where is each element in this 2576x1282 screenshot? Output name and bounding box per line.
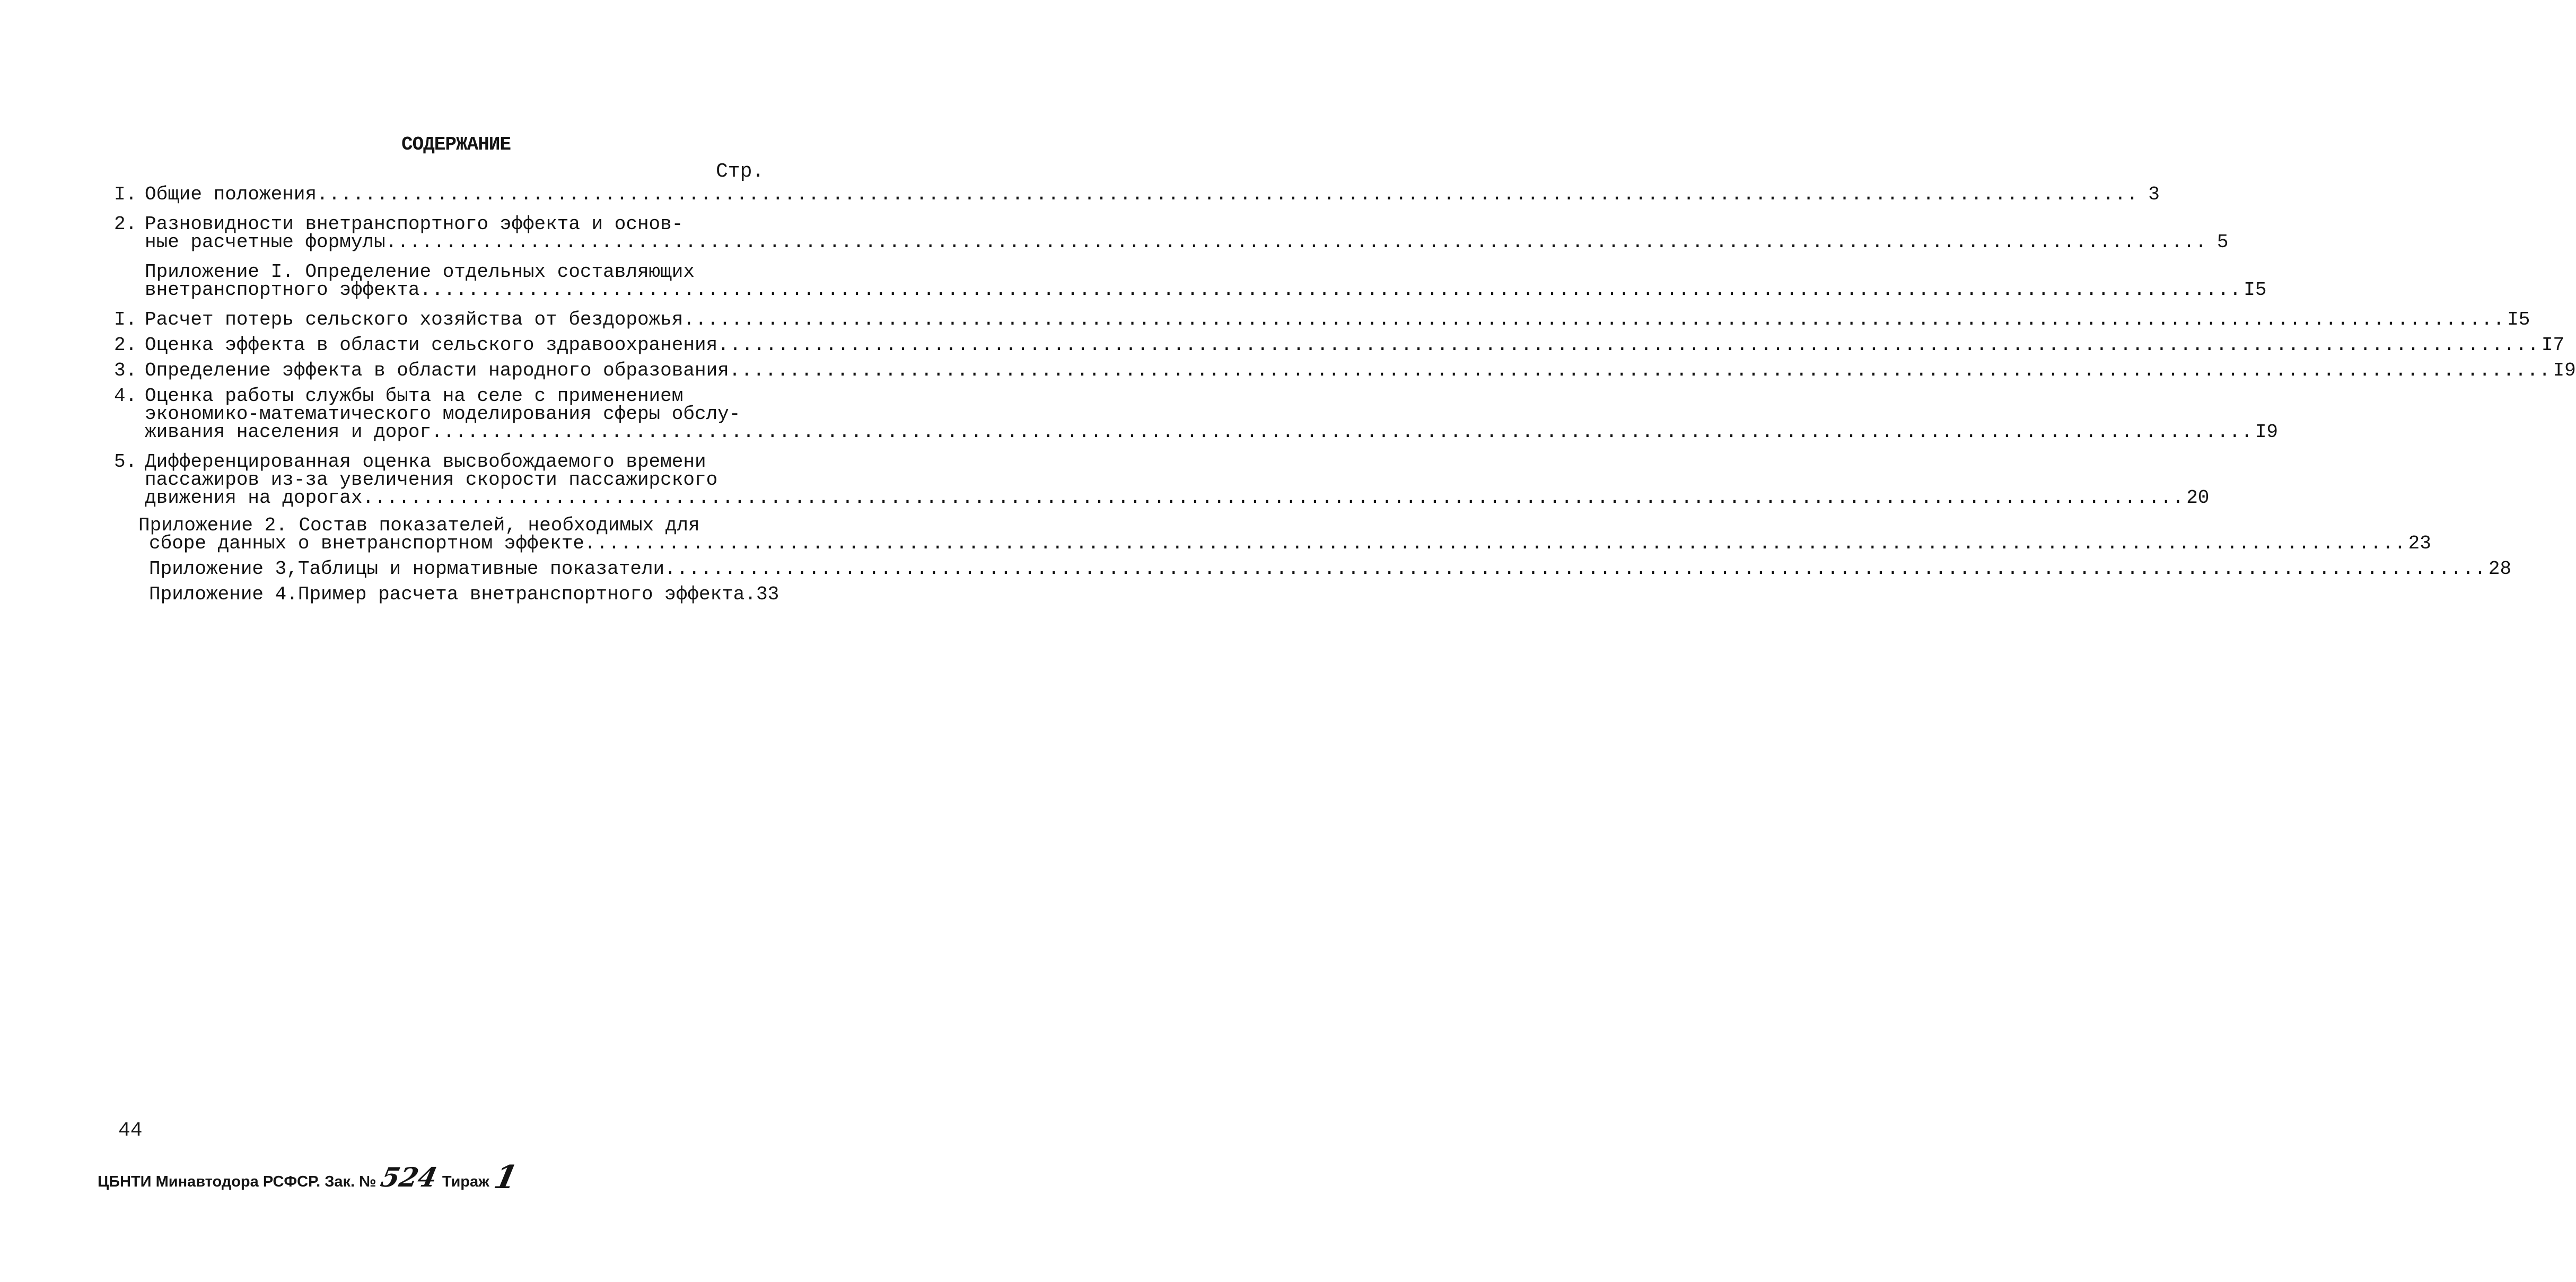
table-of-contents: [114, 184, 2576, 605]
toc-entry-text: Оценка эффекта в области сельского здравоохранения: [145, 334, 718, 356]
toc-entry-text: внетранспортного эффекта: [145, 279, 420, 301]
toc-entry-text: движения на дорогах: [145, 487, 363, 509]
toc-entry-text: сборе данных о внетранспортном эффекте: [149, 533, 584, 554]
toc-leader-dots: [664, 560, 2486, 578]
toc-entry-line: Дифференцированная оценка высвобождаемого времени: [145, 451, 706, 473]
toc-entry-number: I.: [114, 184, 137, 205]
toc-entry-text: живания населения и дорог: [145, 421, 432, 443]
toc-entry: [114, 334, 2565, 356]
toc-entry-line: Разновидности внетранспортного эффекта и основ-: [145, 213, 684, 235]
toc-entry-text: Определение эффекта в области народного образования: [145, 360, 729, 381]
toc-entry: [114, 261, 2267, 301]
toc-entry: [114, 514, 2431, 554]
toc-entry-number: 4.: [114, 385, 137, 407]
page-number: 44: [118, 1119, 143, 1142]
toc-entry-page: I7: [2541, 334, 2565, 356]
toc-entry-number: 5.: [114, 451, 137, 473]
toc-title: СОДЕРЖАНИЕ: [401, 134, 511, 155]
toc-entry: [114, 583, 779, 605]
toc-entry: [114, 451, 2210, 509]
toc-entry-number: [114, 263, 145, 299]
toc-entry: [114, 184, 2160, 205]
toc-entry-number: [114, 560, 149, 578]
toc-entry-number: 3.: [114, 360, 137, 381]
toc-entry-line: пассажиров из-за увеличения скорости пассажирского: [145, 469, 718, 491]
toc-entry-number: 2.: [114, 334, 137, 356]
toc-entry-text: Расчет потерь сельского хозяйства от бездорожья: [145, 309, 684, 330]
toc-entry: [114, 558, 2512, 580]
toc-leader-dots: [362, 489, 2184, 507]
toc-entry-text: ные расчетные формулы: [145, 231, 385, 253]
toc-leader-dots: [419, 281, 2241, 299]
toc-entry: [114, 213, 2229, 253]
toc-leader-dots: [431, 423, 2253, 441]
toc-entry-number: 2.: [114, 213, 137, 235]
toc-entry-number: [114, 517, 138, 553]
toc-entry-number: [114, 586, 149, 604]
order-number-handwritten: 524: [378, 1162, 441, 1193]
toc-entry-page: 28: [2488, 558, 2512, 580]
toc-entry-page: 3: [2148, 184, 2160, 205]
imprint-line: [98, 1159, 521, 1196]
toc-entry-page: I5: [2244, 279, 2267, 301]
toc-entry-text: Приложение 3,Таблицы и нормативные показатели: [149, 558, 665, 580]
toc-entry-page: 5: [2216, 231, 2229, 253]
toc-leader-dots: [683, 311, 2505, 329]
page-column-label: Стр.: [716, 160, 765, 183]
toc-leader-dots: [717, 336, 2539, 354]
toc-entry-page: I9: [2553, 360, 2576, 381]
toc-leader-dots: [385, 233, 2207, 251]
toc-entry-line: Приложение 2. Состав показателей, необходимых для: [138, 514, 700, 536]
toc-leader-dots: [584, 535, 2406, 553]
print-run-label: Тираж: [442, 1173, 489, 1190]
toc-entry: [114, 309, 2530, 330]
toc-entry-page: 20: [2186, 487, 2210, 509]
toc-entry-page: 23: [2408, 533, 2431, 554]
toc-leader-dots: [317, 186, 2139, 204]
toc-entry-line: Оценка работы службы быта на селе с применением: [145, 385, 684, 407]
toc-entry: [114, 385, 2279, 443]
toc-entry-text: Приложение 4.Пример расчета внетранспортного эффекта.: [149, 583, 756, 605]
toc-entry-line: Приложение I. Определение отдельных составляющих: [145, 261, 695, 283]
toc-entry-text: Общие положения: [145, 184, 317, 205]
toc-entry-page: I9: [2255, 421, 2279, 443]
print-run-handwritten: 1: [490, 1159, 521, 1196]
toc-entry: [114, 360, 2576, 381]
toc-leader-dots: [729, 362, 2551, 380]
toc-entry-line: экономико-математического моделирования сферы обслу-: [145, 403, 741, 425]
imprint-text: ЦБНТИ Минавтодора РСФСР. Зак. №: [98, 1173, 376, 1190]
toc-entry-page: I5: [2507, 309, 2530, 330]
toc-entry-page: 33: [756, 583, 779, 605]
toc-entry-number: I.: [114, 309, 137, 330]
